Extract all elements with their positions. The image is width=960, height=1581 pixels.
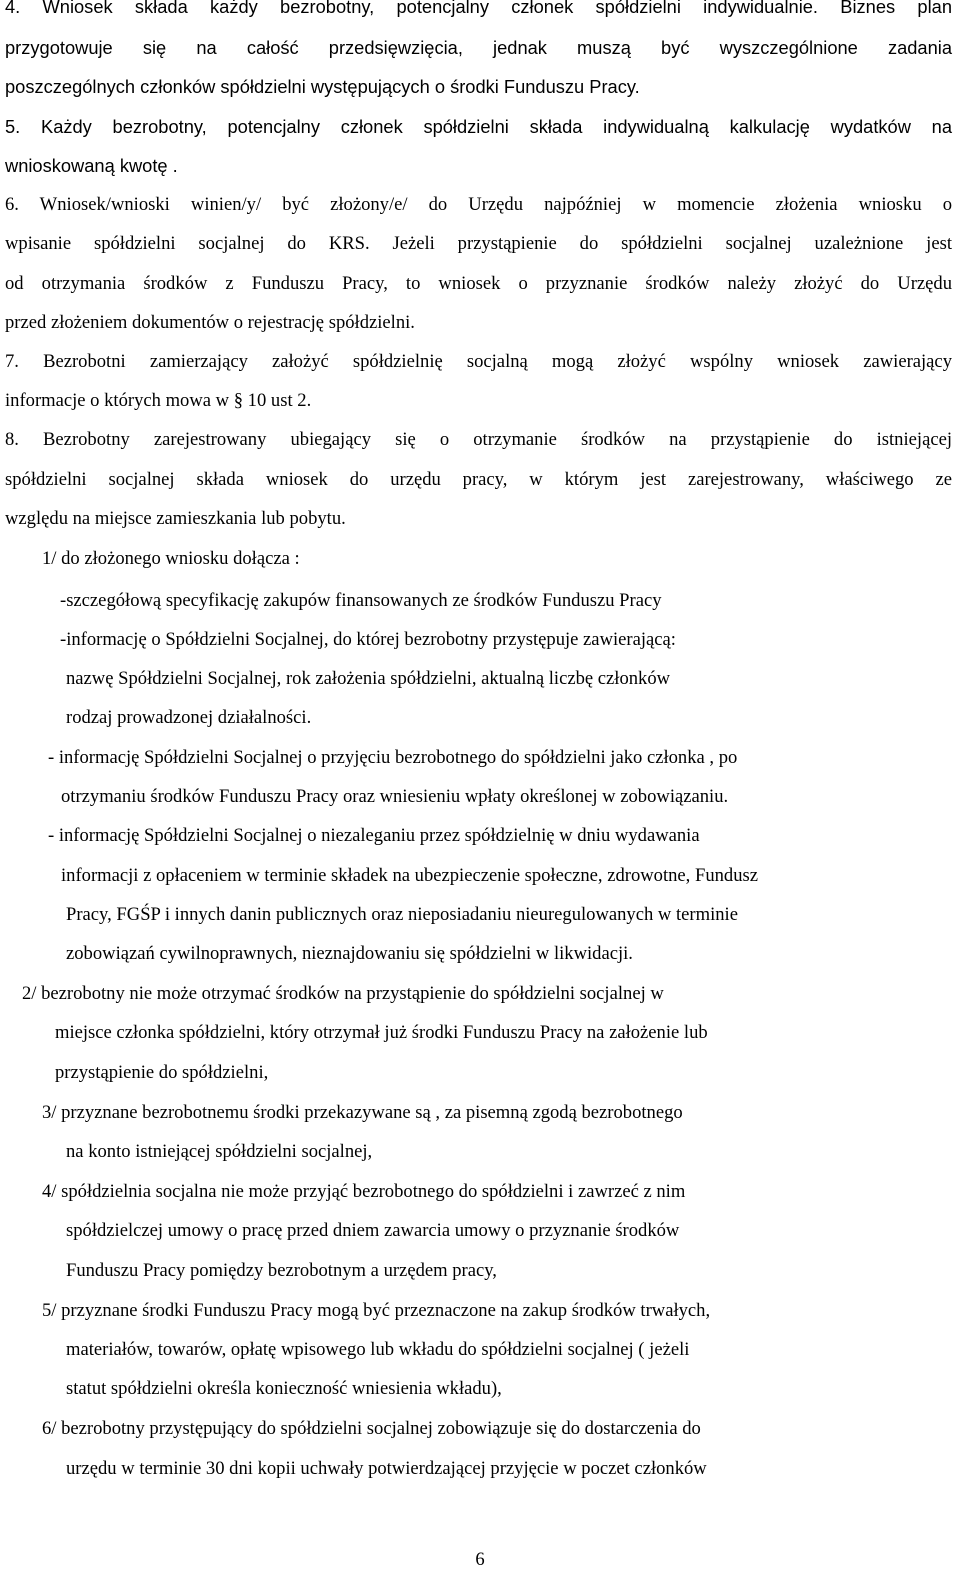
list-item-continuation: informacji z opłaceniem w terminie składek na ubezpieczenie społeczne, zdrowotne, Fundusz — [61, 865, 758, 886]
list-item: 5/ przyznane środki Funduszu Pracy mogą być przeznaczone na zakup środków trwałych, — [42, 1300, 711, 1321]
list-item-continuation: przystąpienie do spółdzielni, — [55, 1062, 269, 1083]
text-line: przygotowuje się na całość przedsięwzięcia, jednak muszą być wyszczególnione zadania — [5, 37, 952, 58]
list-item-continuation: materiałów, towarów, opłatę wpisowego lub wkładu do spółdzielni socjalnej ( jeżeli — [66, 1339, 690, 1360]
list-item: - informację Spółdzielni Socjalnej o przyjęciu bezrobotnego do spółdzielni jako członka , po — [48, 747, 738, 768]
list-item: -informację o Spółdzielni Socjalnej, do której bezrobotny przystępuje zawierającą: — [60, 629, 676, 650]
list-item: -szczegółową specyfikację zakupów finansowanych ze środków Funduszu Pracy — [60, 590, 662, 611]
list-item: 2/ bezrobotny nie może otrzymać środków na przystąpienie do spółdzielni socjalnej w — [22, 983, 664, 1004]
list-item-continuation: spółdzielczej umowy o pracę przed dniem zawarcia umowy o przyznanie środków — [66, 1220, 680, 1241]
list-item-continuation: Funduszu Pracy pomiędzy bezrobotnym a urzędem pracy, — [66, 1260, 497, 1281]
text-line: względu na miejsce zamieszkania lub pobytu. — [5, 508, 346, 529]
list-item-continuation: otrzymaniu środków Funduszu Pracy oraz wniesieniu wpłaty określonej w zobowiązaniu. — [61, 786, 729, 807]
list-item: 3/ przyznane bezrobotnemu środki przekazywane są , za pisemną zgodą bezrobotnego — [42, 1102, 683, 1123]
text-line: wnioskowaną kwotę . — [5, 155, 178, 176]
list-item-continuation: miejsce członka spółdzielni, który otrzymał już środki Funduszu Pracy na założenie lub — [55, 1022, 708, 1043]
text-line: od otrzymania środków z Funduszu Pracy, to wniosek o przyznanie środków należy złożyć do Urzędu — [5, 273, 952, 294]
list-item-continuation: na konto istniejącej spółdzielni socjalnej, — [66, 1141, 373, 1162]
list-item: 4/ spółdzielnia socjalna nie może przyjąć bezrobotnego do spółdzielni i zawrzeć z nim — [42, 1181, 686, 1202]
list-item: 6/ bezrobotny przystępujący do spółdzielni socjalnej zobowiązuje się do dostarczenia do — [42, 1418, 701, 1439]
text-line: informacje o których mowa w § 10 ust 2. — [5, 390, 312, 411]
text-line: 6. Wniosek/wnioski winien/y/ być złożony/e/ do Urzędu najpóźniej w momencie złożenia wniosku o — [5, 194, 952, 215]
list-item: 1/ do złożonego wniosku dołącza : — [42, 548, 300, 569]
text-line: 4. Wniosek składa każdy bezrobotny, potencjalny członek spółdzielni indywidualnie. Biznes plan — [5, 0, 952, 17]
list-item: - informację Spółdzielni Socjalnej o niezaleganiu przez spółdzielnię w dniu wydawania — [48, 825, 700, 846]
page-number: 6 — [475, 1549, 485, 1570]
text-line: 7. Bezrobotni zamierzający założyć spółdzielnię socjalną mogą złożyć wspólny wniosek zawierający — [5, 351, 952, 372]
text-line: wpisanie spółdzielni socjalnej do KRS. Jeżeli przystąpienie do spółdzielni socjalnej uzależnione jest — [5, 233, 952, 254]
text-line: 5. Każdy bezrobotny, potencjalny członek spółdzielni składa indywidualną kalkulację wydatków na — [5, 116, 952, 137]
list-item-continuation: urzędu w terminie 30 dni kopii uchwały potwierdzającej przyjęcie w poczet członków — [66, 1458, 707, 1479]
text-line: przed złożeniem dokumentów o rejestrację spółdzielni. — [5, 312, 415, 333]
list-item-continuation: statut spółdzielni określa konieczność wniesienia wkładu), — [66, 1378, 502, 1399]
text-line: poszczególnych członków spółdzielni występujących o środki Funduszu Pracy. — [5, 76, 640, 97]
text-line: spółdzielni socjalnej składa wniosek do urzędu pracy, w którym jest zarejestrowany, właściwego ze — [5, 469, 952, 490]
list-item-continuation: Pracy, FGŚP i innych danin publicznych oraz nieposiadaniu nieuregulowanych w terminie — [66, 904, 738, 925]
list-item-continuation: rodzaj prowadzonej działalności. — [66, 707, 312, 728]
list-item-continuation: zobowiązań cywilnoprawnych, nieznajdowaniu się spółdzielni w likwidacji. — [66, 943, 633, 964]
list-item-continuation: nazwę Spółdzielni Socjalnej, rok założenia spółdzielni, aktualną liczbę członków — [66, 668, 671, 689]
text-line: 8. Bezrobotny zarejestrowany ubiegający się o otrzymanie środków na przystąpienie do istniejącej — [5, 429, 952, 450]
